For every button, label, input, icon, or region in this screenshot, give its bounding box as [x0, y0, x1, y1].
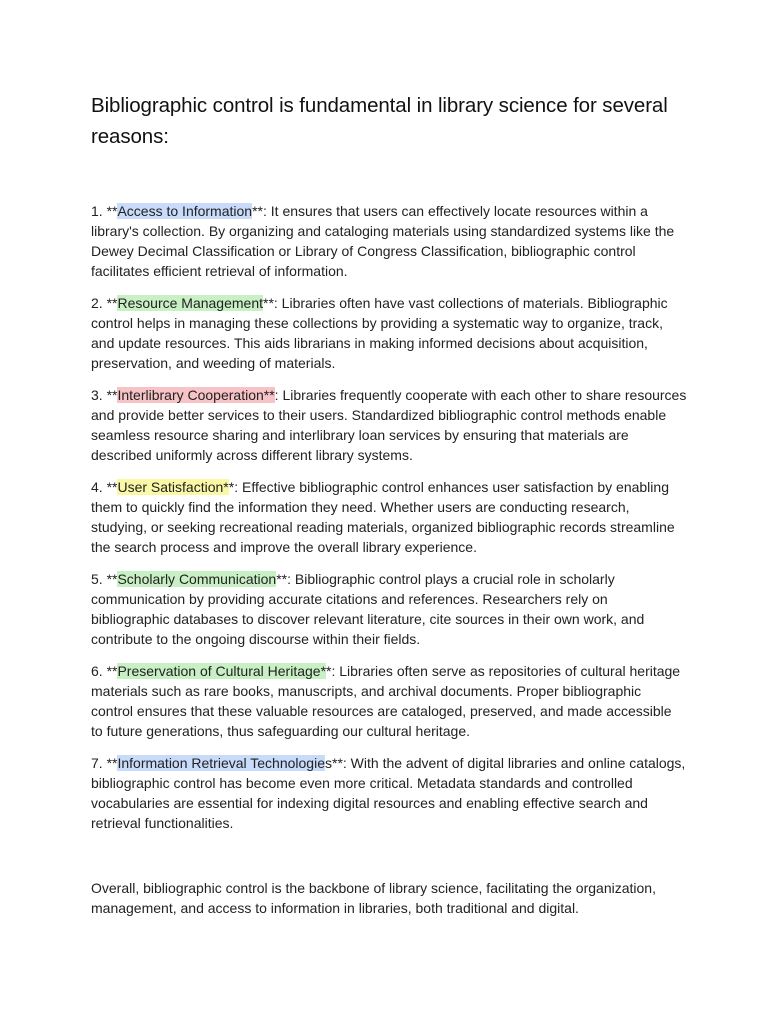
item-text: **: Bibliographic control plays a crucial role in scholarly communication by providing accurate citations and references. Researchers rely on bibliographic databases to discover relevant literature, cite sources in their own work, and contribute to the ongoing discourse within their fields.	[91, 571, 645, 647]
conclusion-paragraph: Overall, bibliographic control is the backbone of library science, facilitating the organization, management, and access to information in libraries, both traditional and digital.	[91, 880, 656, 916]
item-highlight: Resource Management	[117, 295, 263, 311]
item-text: s**: With the advent of digital libraries and online catalogs, bibliographic control has become even more critical. Metadata standards and controlled vocabularies are essential for indexing digital resources and enabling effective search and retrieval functionalities.	[91, 755, 686, 831]
list-item	[91, 385, 687, 465]
item-prefix: 5. **	[91, 571, 118, 587]
list-item	[91, 293, 687, 373]
item-highlight: Access to Information	[117, 203, 253, 219]
item-highlight: Preservation of Cultural Heritage*	[117, 663, 327, 679]
item-text: **: It ensures that users can effectively locate resources within a library's collection. By organizing and cataloging materials using standardized systems like the Dewey Decimal Classification or Library of Congress Classification, bibliographic control facilitates efficient retrieval of information.	[91, 203, 675, 279]
item-text: **: Libraries often have vast collections of materials. Bibliographic control helps in managing these collections by providing a systematic way to organize, track, and update resources. This aids librarians in making informed decisions about acquisition, preservation, and weeding of materials.	[91, 295, 668, 371]
item-prefix: 6. **	[91, 663, 118, 679]
item-text: *: Libraries often serve as repositories of cultural heritage materials such as rare books, manuscripts, and archival documents. Proper bibliographic control ensures that these valuable resources are cataloged, preserved, and made accessible to future generations, thus safeguarding our cultural heritage.	[91, 663, 681, 739]
item-text: *: Effective bibliographic control enhances user satisfaction by enabling them to quickly find the information they need. Whether users are conducting research, studying, or seeking recreational reading materials, organized bibliographic records streamline the search process and improve the overall library experience.	[91, 479, 675, 555]
item-prefix: 7. **	[91, 755, 118, 771]
item-prefix: 4. **	[91, 479, 118, 495]
item-text: : Libraries frequently cooperate with each other to share resources and provide better services to their users. Standardized bibliographic control methods enable seamless resource sharing and interlibrary loan services by ensuring that materials are described uniformly across different library systems.	[91, 387, 687, 463]
list-item	[91, 477, 687, 557]
item-highlight: User Satisfaction*	[117, 479, 229, 495]
item-prefix: 3. **	[91, 387, 118, 403]
item-highlight: Interlibrary Cooperation**	[117, 387, 275, 403]
list-item	[91, 753, 687, 833]
item-prefix: 1. **	[91, 203, 118, 219]
document-title: Bibliographic control is fundamental in library science for several reasons:	[91, 94, 668, 148]
reasons-list	[91, 201, 687, 833]
item-highlight: Scholarly Communication	[117, 571, 277, 587]
list-item	[91, 201, 687, 281]
document-page	[91, 90, 687, 930]
list-item	[91, 661, 687, 741]
item-highlight: Information Retrieval Technologie	[117, 755, 325, 771]
list-item	[91, 569, 687, 649]
item-prefix: 2. **	[91, 295, 118, 311]
